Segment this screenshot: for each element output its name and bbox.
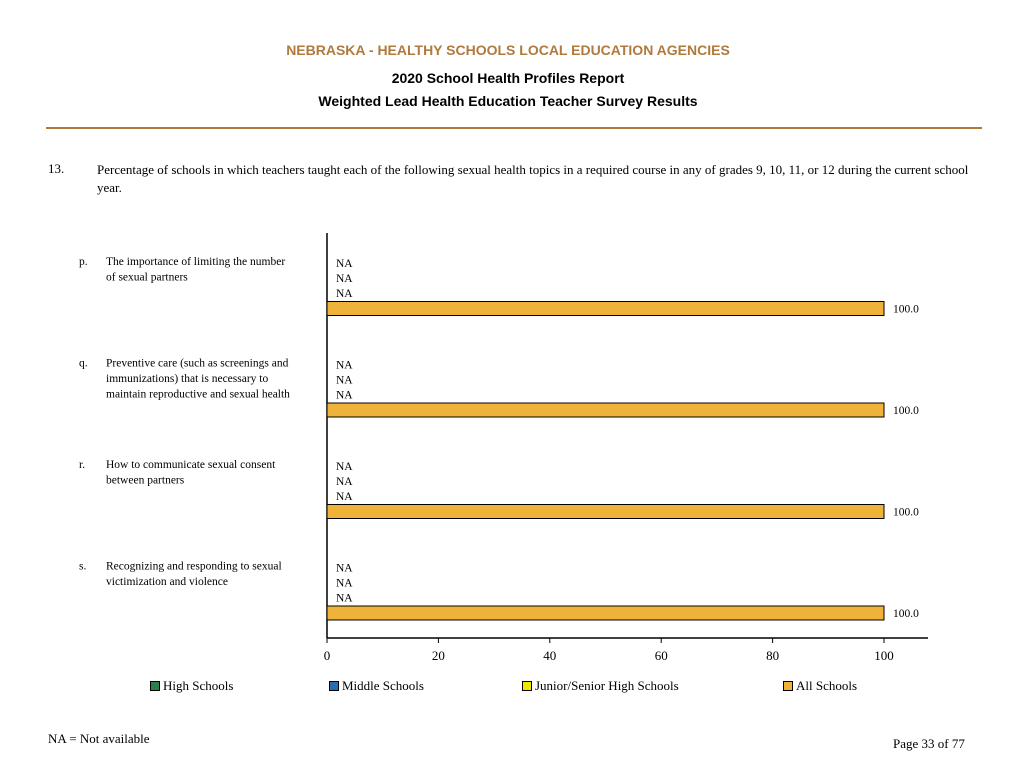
legend-label: Junior/Senior High Schools — [535, 678, 679, 693]
x-tick-label: 40 — [543, 648, 557, 663]
legend-label: All Schools — [796, 678, 858, 693]
legend-item-all-schools — [783, 678, 857, 694]
x-tick-label: 20 — [431, 648, 445, 663]
category-label-line: Recognizing and responding to sexual — [106, 560, 282, 573]
bar-value-label: 100.0 — [893, 303, 919, 316]
category-letter: s. — [79, 560, 87, 573]
na-data-label: NA — [336, 491, 353, 503]
x-tick-label: 0 — [323, 648, 331, 663]
category-letter: r. — [79, 459, 86, 471]
na-data-label: NA — [336, 288, 353, 300]
question-text: Percentage of schools in which teachers taught each of the following sexual health topics in a required course in any of grades 9, 10, 11, or 12 during the current school year. — [97, 162, 969, 195]
legend-swatch-all-schools — [783, 681, 793, 691]
category-label-line: of sexual partners — [106, 271, 188, 284]
na-data-label: NA — [336, 258, 353, 270]
question-number: 13. — [48, 161, 65, 176]
bar-all-schools — [327, 505, 884, 519]
na-data-label: NA — [336, 562, 353, 575]
bar-value-label: 100.0 — [893, 405, 919, 417]
na-data-label: NA — [336, 359, 353, 372]
bar-value-label: 100.0 — [893, 506, 919, 519]
na-data-label: NA — [336, 577, 353, 590]
bar-all-schools — [327, 302, 884, 316]
legend-item-middle-schools — [329, 678, 424, 694]
bar-all-schools — [327, 606, 884, 620]
x-tick-label: 100 — [874, 648, 894, 663]
na-data-label: NA — [336, 592, 353, 605]
category-label-line: How to communicate sexual consent — [106, 459, 276, 471]
na-data-label: NA — [336, 476, 353, 488]
category-label-line: Preventive care (such as screenings and — [106, 357, 289, 370]
bar-all-schools — [327, 403, 884, 417]
category-label-line: victimization and violence — [106, 576, 228, 588]
na-data-label: NA — [336, 461, 353, 473]
category-label-line: The importance of limiting the number — [106, 256, 286, 268]
legend-swatch-junior-senior — [522, 681, 532, 691]
na-data-label: NA — [336, 273, 353, 285]
category-letter: p. — [79, 256, 88, 268]
x-tick-label: 80 — [766, 648, 780, 663]
legend-swatch-high-schools — [150, 681, 160, 691]
legend-label: High Schools — [163, 678, 234, 693]
na-data-label: NA — [336, 374, 353, 387]
category-label-line: between partners — [106, 474, 185, 487]
category-letter: q. — [79, 357, 88, 370]
na-footnote: NA = Not available — [48, 731, 150, 746]
category-label-line: maintain reproductive and sexual health — [106, 388, 290, 401]
category-label-line: immunizations) that is necessary to — [106, 373, 269, 385]
x-tick-label: 60 — [654, 648, 668, 663]
legend-item-high-schools — [150, 678, 233, 694]
legend-swatch-middle-schools — [329, 681, 339, 691]
report-subtitle: Weighted Lead Health Education Teacher Survey Results — [318, 93, 698, 109]
na-data-label: NA — [336, 389, 353, 402]
page-number: Page 33 of 77 — [893, 736, 965, 751]
legend-item-junior-senior — [522, 678, 679, 694]
report-title: 2020 School Health Profiles Report — [391, 70, 625, 86]
bar-value-label: 100.0 — [893, 608, 919, 620]
report-organization-title: NEBRASKA - HEALTHY SCHOOLS LOCAL EDUCATION AGENCIES — [286, 42, 730, 58]
legend-label: Middle Schools — [342, 678, 424, 693]
